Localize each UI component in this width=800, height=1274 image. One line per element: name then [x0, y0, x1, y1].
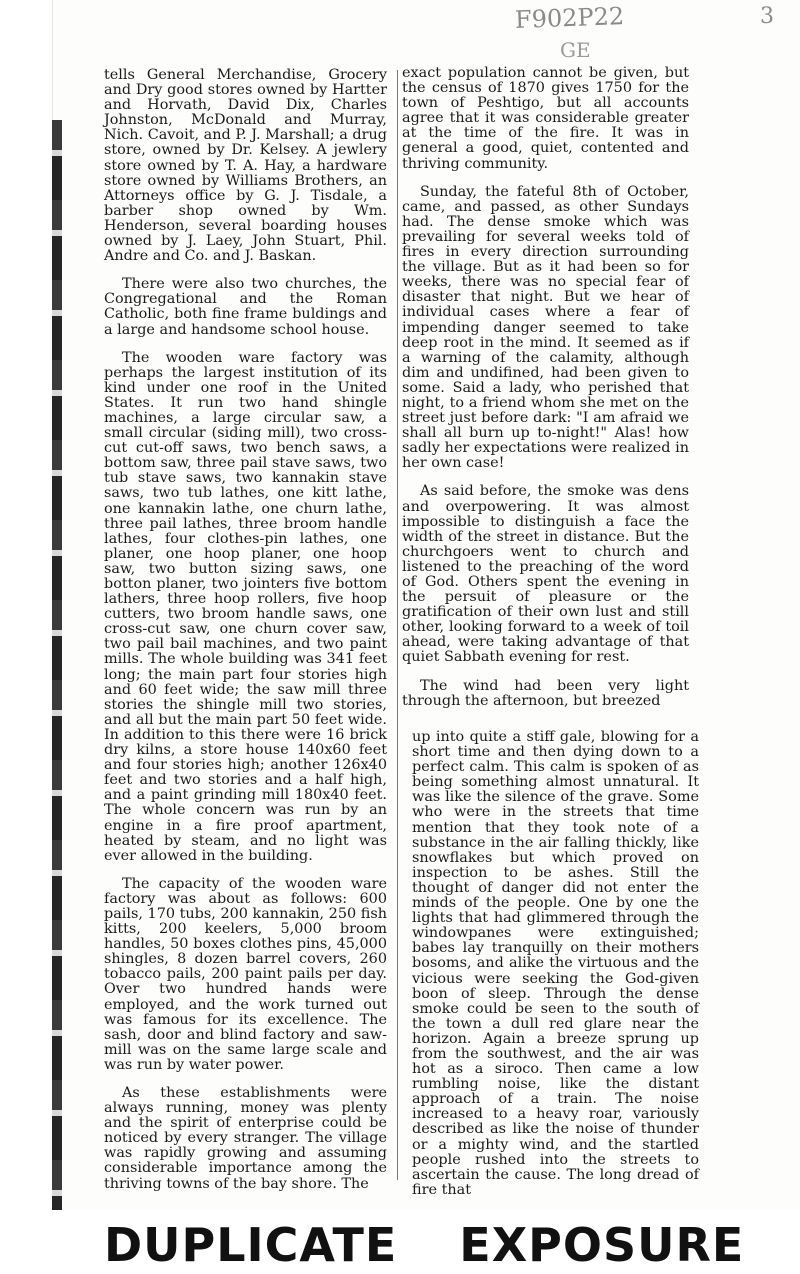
paragraph: The capacity of the wooden ware factory was about as follows: 600 pails, 170 tubs, 200 kannakin, 250 fish kitts, 200 keelers, 5,000 broom handles, 50 boxes clothes pins, 45,000 shingles, 8 dozen barrel covers, 260 tobacco pails, 200 paint pails per day. Over two hundred hands were employed, and the work turned out was famous for its excellence. The sash, door and blind factory and saw-mill was on the same large scale and was run by water power.: [104, 875, 387, 1073]
paragraph: up into quite a stiff gale, blowing for a short time and then dying down to a perfect calm. This calm is spoken of as being something almost unnatural. It was like the silence of the grave. Some who were in the streets that time mention that they took note of a substance in the air falling thickly, like snowflakes but which proved on inspection to be ashes. Still the thought of danger did not enter the minds of the people. One by one the lights that had glimmered through the windowpanes were extinguished; babes lay tranquilly on their mothers bosoms, and alike the virtuous and the vicious were seeking the God-given boon of sleep. Through the dense smoke could be seen to the south of the town a dull red glare near the horizon. Again a breeze sprung up from the southwest, and the air was hot as a siroco. Then came a low rumbling noise, like the distant approach of a train. The noise increased to a heavy roar, variously described as like the noise of thunder or a mighty wind, and the startled people rushed into the streets to ascertain the cause. The long dread of fire that: [412, 729, 699, 1198]
paragraph: As these establishments were always running, money was plenty and the spirit of enterprise could be noticed by every stranger. The village was rapidly growing and assuming considerable importance among the thriving towns of the bay shore. The: [104, 1085, 387, 1192]
column-divider: [397, 70, 398, 1180]
page-left-margin: [0, 0, 53, 1274]
paragraph: Sunday, the fateful 8th of October, came, and passed, as other Sundays had. The dense smoke which was prevailing for several weeks told of fires in every direction surrounding the village. But as it had been so for weeks, there was no special fear of disaster that night. But we hear of individual cases where a fear of impending danger seemed to take deep root in the mind. It seemed as if a warning of the calamity, although dim and undifined, had been given to some. Said a lady, who perished that night, to a friend whom she met on the street just before dark: "I am afraid we shall all burn up to-night!" Alas! how sadly her expectations were realized in her own case!: [402, 183, 689, 472]
paragraph: exact population cannot be given, but the census of 1870 gives 1750 for the town of Peshtigo, but all accounts agree that it was considerable greater at the time of the fire. It was in general a good, quiet, contented and thriving community.: [402, 65, 689, 172]
article-column-right-bottom: [412, 730, 699, 1211]
article-column-right-top: [402, 66, 689, 722]
paragraph: tells General Merchandise, Grocery and Dry good stores owned by Hartter and Horvath, David Dix, Charles Johnston, McDonald and Murray, Nich. Cavoit, and P. J. Marshall; a drug store, owned by Dr. Kelsey. A jewlery store owned by T. A. Hay, a hardware store owned by Williams Brothers, an Attorneys office by G. J. Tisdale, a barber shop owned by Wm. Henderson, several boarding houses owned by J. Laey, John Stuart, Phil. Andre and Co. and J. Baskan.: [104, 67, 387, 265]
archive-reference-code: GE: [560, 38, 591, 62]
archive-reference-number: F902P22: [514, 2, 625, 34]
paragraph: There were also two churches, the Congregational and the Roman Catholic, both fine frame buldings and a large and handsome school house.: [104, 276, 387, 338]
paragraph: The wind had been very light through the afternoon, but breezed: [402, 677, 689, 709]
page-number: 3: [760, 4, 774, 29]
scan-shadow-edge: [52, 120, 62, 1225]
banner-word-exposure: EXPOSURE: [459, 1218, 745, 1272]
article-column-left: [104, 68, 387, 1205]
duplicate-exposure-banner: [104, 1218, 784, 1272]
paragraph: As said before, the smoke was dens and overpowering. It was almost impossible to distinguish a face the width of the street in distance. But the churchgoers went to church and listened to the preaching of the word of God. Others spent the evening in the persuit of pleasure or the gratification of their own lust and still other, looking forward to a week of toil ahead, were taking advantage of that quiet Sabbath evening for rest.: [402, 483, 689, 666]
paragraph: The wooden ware factory was perhaps the largest institution of its kind under one roof in the United States. It run two hand shingle machines, a large circular saw, a small circular (siding mill), two cross-cut cut-off saws, two bench saws, a bottom saw, three pail stave saws, two tub stave saws, two kannakin stave saws, two tub lathes, one kitt lathe, one kannakin lathe, one churn lathe, three pail lathes, three broom handle lathes, four clothes-pin lathes, one planer, one hoop planer, one hoop saw, two button sizing saws, one botton planer, two jointers five bottom lathers, three hoop rollers, five hoop cutters, two broom handle saws, one cross-cut saw, one churn cover saw, two pail bail machines, and two paint mills. The whole building was 341 feet long; the main part four stories high and 60 feet wide; the saw mill three stories the shingle mill two stories, and all but the main part 50 feet wide. In addition to this there were 16 brick dry kilns, a store house 140x60 feet and four stories high; another 126x40 feet and two stories and a half high, and a paint grinding mill 180x40 feet. The whole concern was run by an engine in a fire proof apartment, heated by steam, and no light was ever allowed in the building.: [104, 349, 387, 864]
banner-word-duplicate: DUPLICATE: [104, 1218, 398, 1272]
